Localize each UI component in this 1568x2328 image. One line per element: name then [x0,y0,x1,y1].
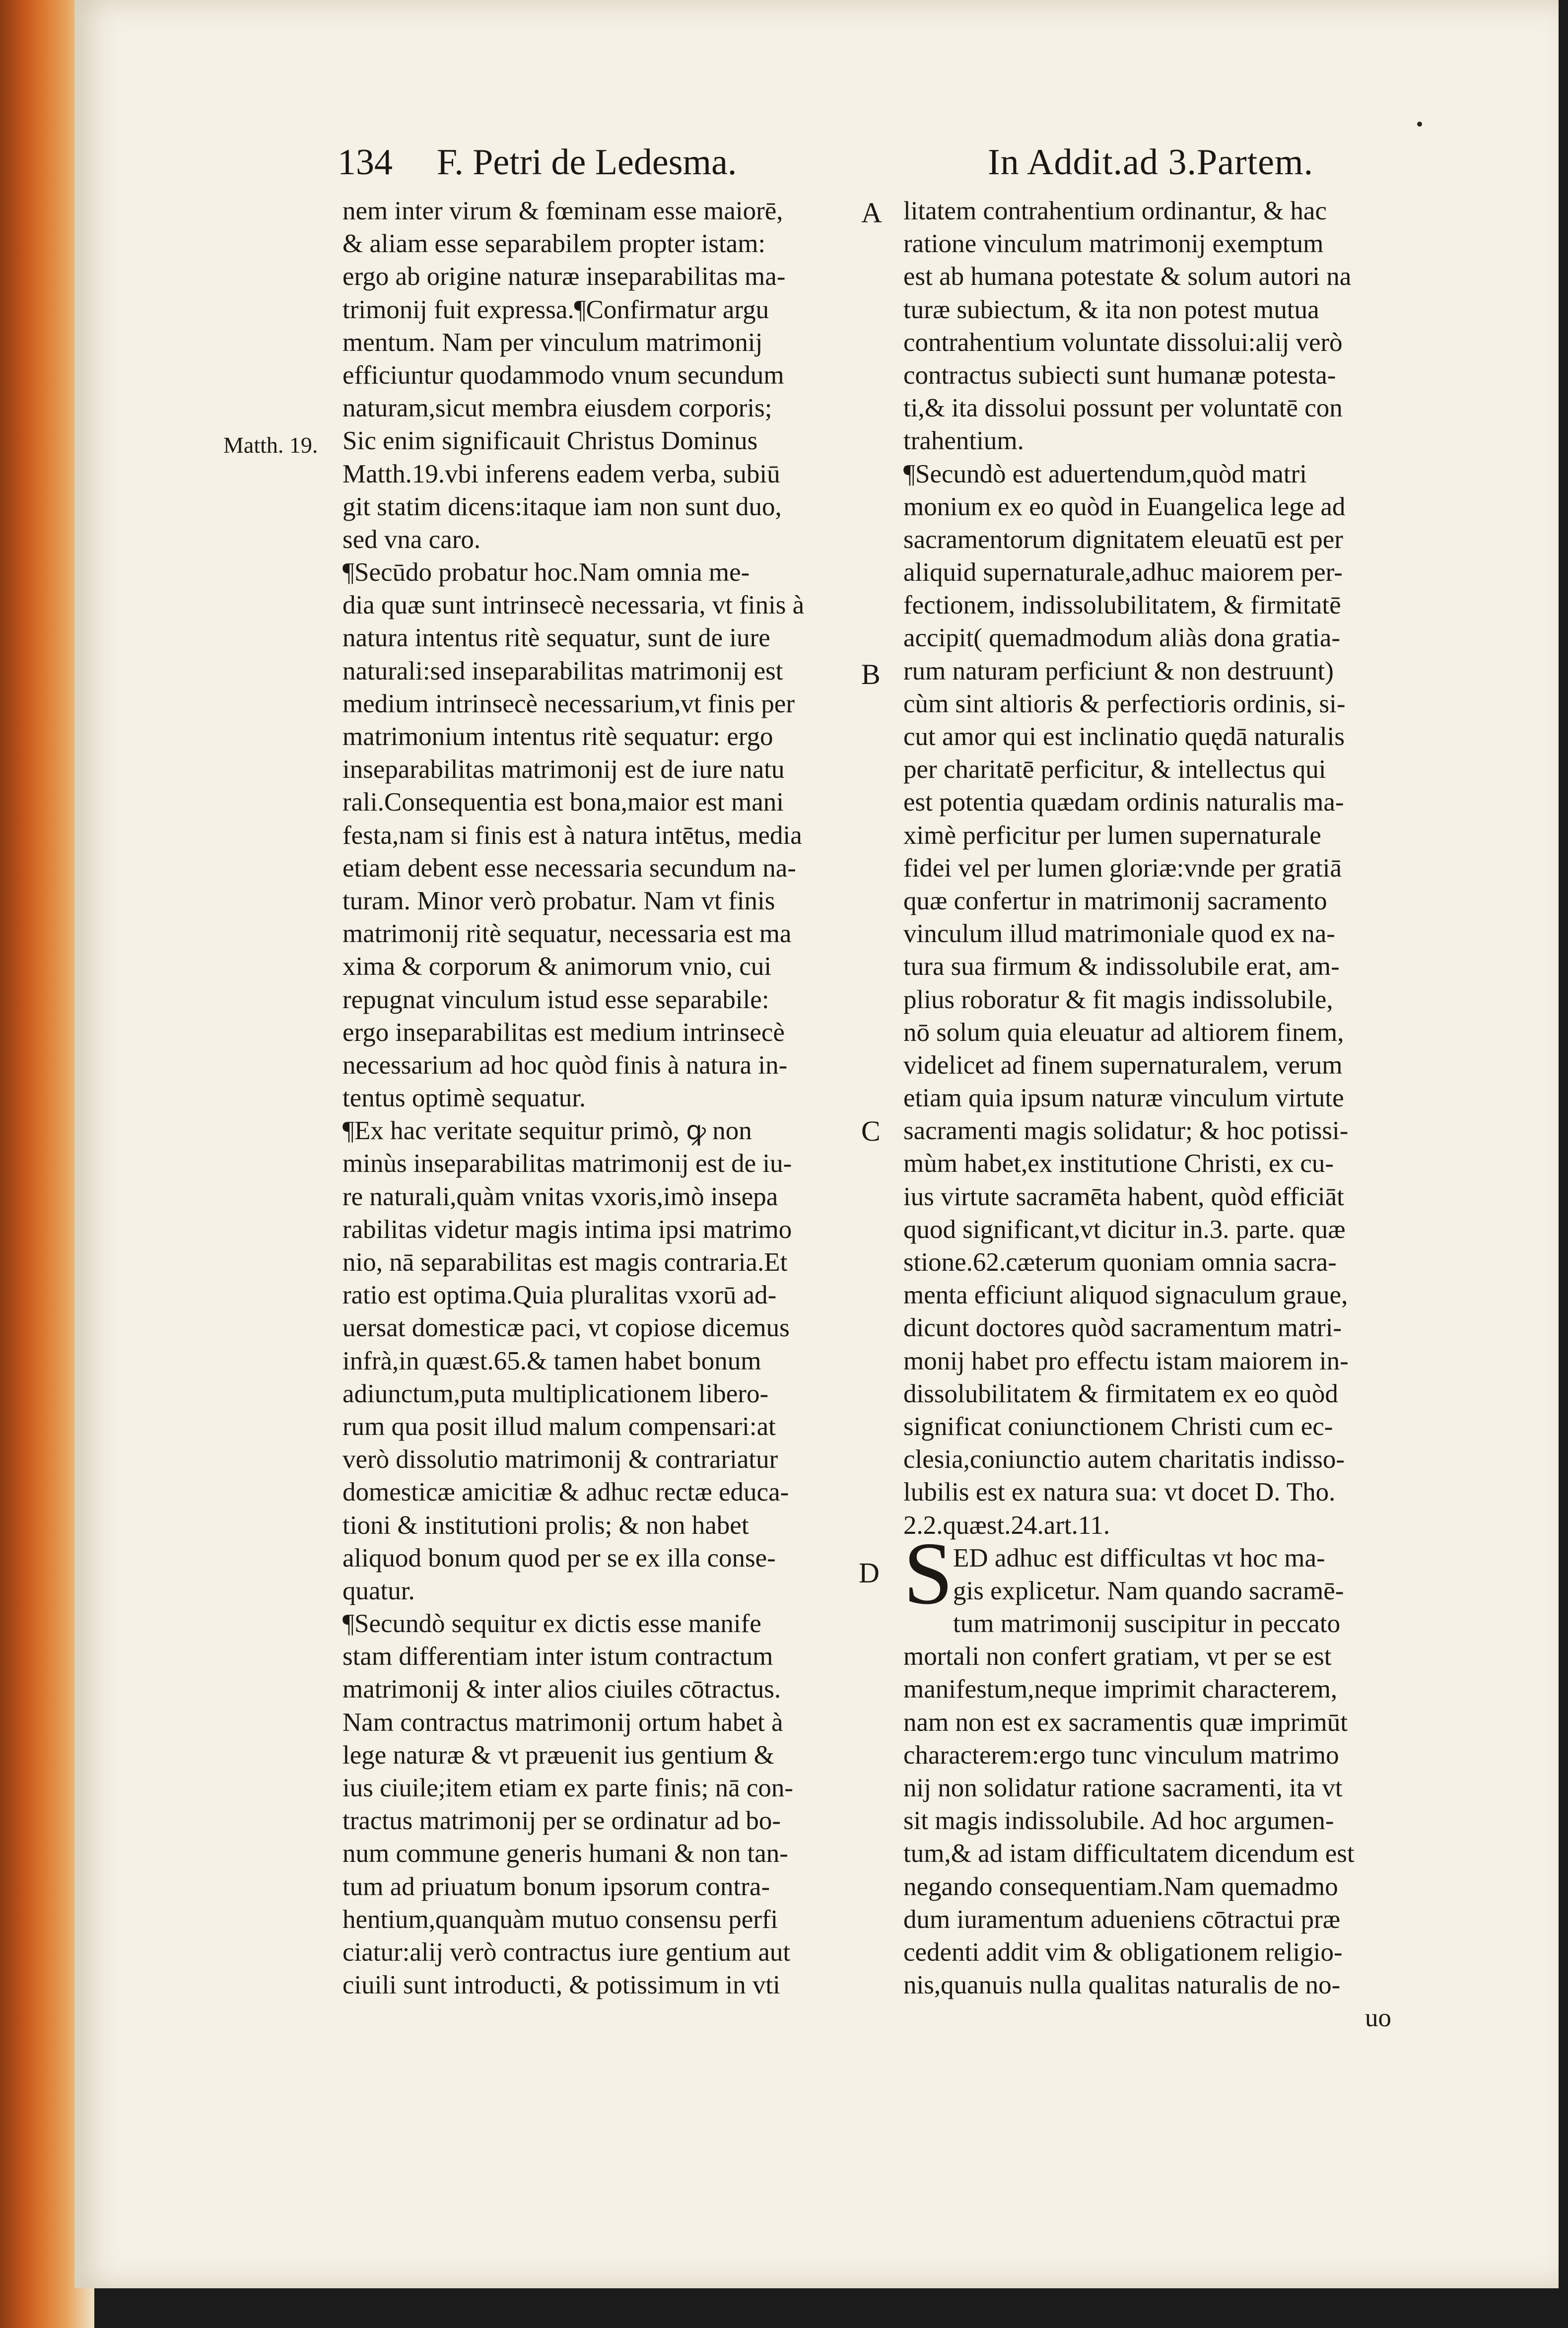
text-line: est potentia quædam ordinis naturalis ma- [903,788,1344,817]
text-line: tentus optimè sequatur. [342,1084,586,1113]
text-line: tum ad priuatum bonum ipsorum contra- [342,1872,770,1901]
text-line: trahentium. [903,426,1024,456]
text-line: ergo inseparabilitas est medium intrinsecè [342,1018,785,1047]
text-line: nam non est ex sacramentis quæ imprimūt [903,1708,1348,1737]
text-line: sit magis indissolubile. Ad hoc argumen- [903,1806,1334,1836]
text-line: ¶Secundò sequitur ex dictis esse manife [342,1609,761,1639]
text-line: etiam debent esse necessaria secundum na- [342,853,796,883]
left-text-column [342,195,854,2001]
text-line: fidei vel per lumen gloriæ:vnde per gratiā [903,853,1342,883]
text-line: aliquod bonum quod per se ex illa conse- [342,1543,776,1573]
text-line: ius virtute sacramēta habent, quòd efficiāt [903,1182,1344,1211]
text-line: cut amor qui est inclinatio quędā naturalis [903,722,1345,751]
text-line: manifestum,neque imprimit characterem, [903,1675,1338,1704]
text-line: tura sua firmum & indissolubile erat, am- [903,952,1340,981]
text-line: adiunctum,puta multiplicationem libero- [342,1379,769,1408]
catchword: uo [1365,2003,1391,2032]
text-line: Sic enim significauit Christus Dominus [342,426,758,456]
text-line: festa,nam si finis est à natura intētus, media [342,821,802,850]
margin-reference: Matth. 19. [223,432,318,458]
text-line: gis explicetur. Nam quando sacramē- [953,1576,1344,1605]
text-line: contractus subiecti sunt humanæ potesta- [903,360,1336,390]
right-text-column [903,195,1415,2001]
text-line: etiam quia ipsum naturæ vinculum virtute [903,1084,1344,1113]
text-line: naturam,sicut membra eiusdem corporis; [342,394,772,423]
text-line: mùm habet,ex institutione Christi, ex cu- [903,1149,1334,1178]
text-line: trimonij fuit expressa.¶Confirmatur argu [342,295,769,324]
section-letter-c: C [861,1115,881,1147]
text-line: medium intrinsecè necessarium,vt finis per [342,689,795,718]
text-line: inseparabilitas matrimonij est de iure natu [342,755,785,784]
section-letter-d: D [859,1557,880,1589]
text-line: nio, nā separabilitas est magis contraria.Et [342,1248,788,1277]
text-line: dia quæ sunt intrinsecè necessaria, vt finis à [342,591,805,620]
text-line: est ab humana potestate & solum autori na [903,262,1352,291]
text-line: ergo ab origine naturæ inseparabilitas ma- [342,262,786,291]
text-line: matrimonij & inter alios ciuiles cōtractus. [342,1675,781,1704]
text-line: verò dissolutio matrimonij & contrariatur [342,1445,778,1474]
text-line: ¶Secūdo probatur hoc.Nam omnia me- [342,558,750,587]
text-line: rali.Consequentia est bona,maior est mani [342,788,784,817]
text-line: natura intentus ritè sequatur, sunt de iure [342,623,770,653]
text-line: necessarium ad hoc quòd finis à natura in- [342,1050,788,1080]
text-line: & aliam esse separabilem propter istam: [342,229,766,259]
text-line: ED adhuc est difficultas vt hoc ma- [953,1543,1325,1573]
text-line: nō solum quia eleuatur ad altiorem finem, [903,1018,1344,1047]
text-line: stam differentiam inter istum contractum [342,1642,773,1671]
text-line: ti,& ita dissolui possunt per voluntatē con [903,394,1343,423]
text-line: minùs inseparabilitas matrimonij est de iu- [342,1149,792,1178]
text-line: dissolubilitatem & firmitatem ex eo quòd [903,1379,1338,1408]
section-letter-a: A [861,197,882,229]
text-line: monium ex eo quòd in Euangelica lege ad [903,492,1346,521]
text-line: Nam contractus matrimonij ortum habet à [342,1708,783,1737]
text-line: domesticæ amicitiæ & adhuc rectæ educa- [342,1478,789,1507]
text-line: num commune generis humani & non tan- [342,1839,788,1868]
text-line: cedenti addit vim & obligationem religio- [903,1937,1343,1967]
text-line: contrahentium voluntate dissolui:alij verò [903,328,1343,357]
text-line: vinculum illud matrimoniale quod ex na- [903,919,1335,949]
ink-dot [1417,122,1422,127]
text-line: git statim dicens:itaque iam non sunt duo, [342,492,782,521]
text-line: sacramentorum dignitatem eleuatū est per [903,525,1343,554]
section-letter-b: B [861,658,881,690]
text-line: dum iuramentum adueniens cōtractui præ [903,1905,1341,1934]
text-line: naturali:sed inseparabilitas matrimonij est [342,656,783,685]
text-line: fectionem, indissolubilitatem, & firmitatē [903,591,1341,620]
text-line: ximè perficitur per lumen supernaturale [903,821,1321,850]
text-line: mentum. Nam per vinculum matrimonij [342,328,763,357]
text-line: efficiuntur quodammodo vnum secundum [342,360,784,390]
text-line: mortali non confert gratiam, vt per se est [903,1642,1332,1671]
text-line: matrimonium intentus ritè sequatur: ergo [342,722,773,751]
text-line: rum qua posit illud malum compensari:at [342,1412,776,1441]
text-line: re naturali,quàm vnitas vxoris,imò insepa [342,1182,778,1211]
text-line: per charitatē perficitur, & intellectus qui [903,755,1326,784]
text-line: ¶Secundò est aduertendum,quòd matri [903,459,1307,488]
text-line: litatem contrahentium ordinantur, & hac [903,197,1327,225]
text-line: tum matrimonij suscipitur in peccato [953,1609,1341,1639]
text-line: nij non solidatur ratione sacramenti, ita vt [903,1774,1343,1802]
text-line: repugnat vinculum istud esse separabile: [342,985,769,1014]
text-line: hentium,quanquàm mutuo consensu perfi [342,1905,778,1934]
text-line: quæ confertur in matrimonij sacramento [903,886,1327,915]
text-line: ratio est optima.Quia pluralitas vxorū ad- [342,1281,777,1310]
text-line: quod significant,vt dicitur in.3. parte. quæ [903,1215,1346,1244]
text-line: infrà,in quæst.65.& tamen habet bonum [342,1346,761,1375]
text-line: characterem:ergo tunc vinculum matrimo [903,1740,1339,1770]
text-line: nem inter virum & fœminam esse maiorē, [342,197,783,225]
text-line: ius ciuile;item etiam ex parte finis; nā con- [342,1774,794,1802]
text-line: 2.2.quæst.24.art.11. [903,1510,1110,1540]
text-line: tum,& ad istam difficultatem dicendum est [903,1839,1355,1868]
text-line: cùm sint altioris & perfectioris ordinis, si- [903,689,1346,718]
text-line: stione.62.cæterum quoniam omnia sacra- [903,1248,1337,1277]
text-line: ciatur:alij verò contractus iure gentium aut [342,1937,791,1967]
page-number: 134 [338,142,393,183]
text-line: dicunt doctores quòd sacramentum matri- [903,1313,1342,1343]
text-line: videlicet ad finem supernaturalem, verum [903,1050,1343,1080]
text-line: lubilis est ex natura sua: vt docet D. Tho. [903,1478,1336,1507]
text-line: plius roboratur & fit magis indissolubile, [903,985,1333,1014]
text-line: ciuili sunt introducti, & potissimum in vti [342,1971,780,2000]
text-line: rum naturam perficiunt & non destruunt) [903,656,1334,685]
text-line: accipit( quemadmodum aliàs dona gratia- [903,623,1341,653]
running-title-right: In Addit.ad 3.Partem. [988,142,1314,183]
text-line: significat coniunctionem Christi cum ec- [903,1412,1333,1441]
drop-cap: S [903,1524,954,1623]
text-line: clesia,coniunctio autem charitatis indisso- [903,1445,1345,1474]
text-line: sed vna caro. [342,525,481,554]
text-line: ¶Ex hac veritate sequitur primò, ꝙ non [342,1116,752,1146]
text-line: turæ subiectum, & ita non potest mutua [903,295,1319,324]
text-line: menta efficiunt aliquod signaculum graue, [903,1281,1348,1310]
text-line: matrimonij ritè sequatur, necessaria est ma [342,919,792,949]
text-line: negando consequentiam.Nam quemadmo [903,1872,1338,1901]
running-title-left: F. Petri de Ledesma. [437,142,737,183]
text-line: aliquid supernaturale,adhuc maiorem per- [903,558,1343,587]
text-line: tractus matrimonij per se ordinatur ad bo- [342,1806,781,1836]
text-line: xima & corporum & animorum vnio, cui [342,952,772,981]
text-line: ratione vinculum matrimonij exemptum [903,229,1324,259]
text-line: uersat domesticæ paci, vt copiose dicemus [342,1313,790,1343]
text-line: lege naturæ & vt præuenit ius gentium & [342,1740,774,1770]
text-line: tioni & institutioni prolis; & non habet [342,1510,749,1540]
text-line: nis,quanuis nulla qualitas naturalis de no- [903,1971,1341,2000]
text-line: monij habet pro effectu istam maiorem in- [903,1346,1349,1375]
text-line: sacramenti magis solidatur; & hoc potissi- [903,1116,1349,1146]
text-line: rabilitas videtur magis intima ipsi matrimo [342,1215,792,1244]
text-line: quatur. [342,1576,415,1605]
text-line: turam. Minor verò probatur. Nam vt finis [342,886,775,915]
text-line: Matth.19.vbi inferens eadem verba, subiū [342,459,780,488]
